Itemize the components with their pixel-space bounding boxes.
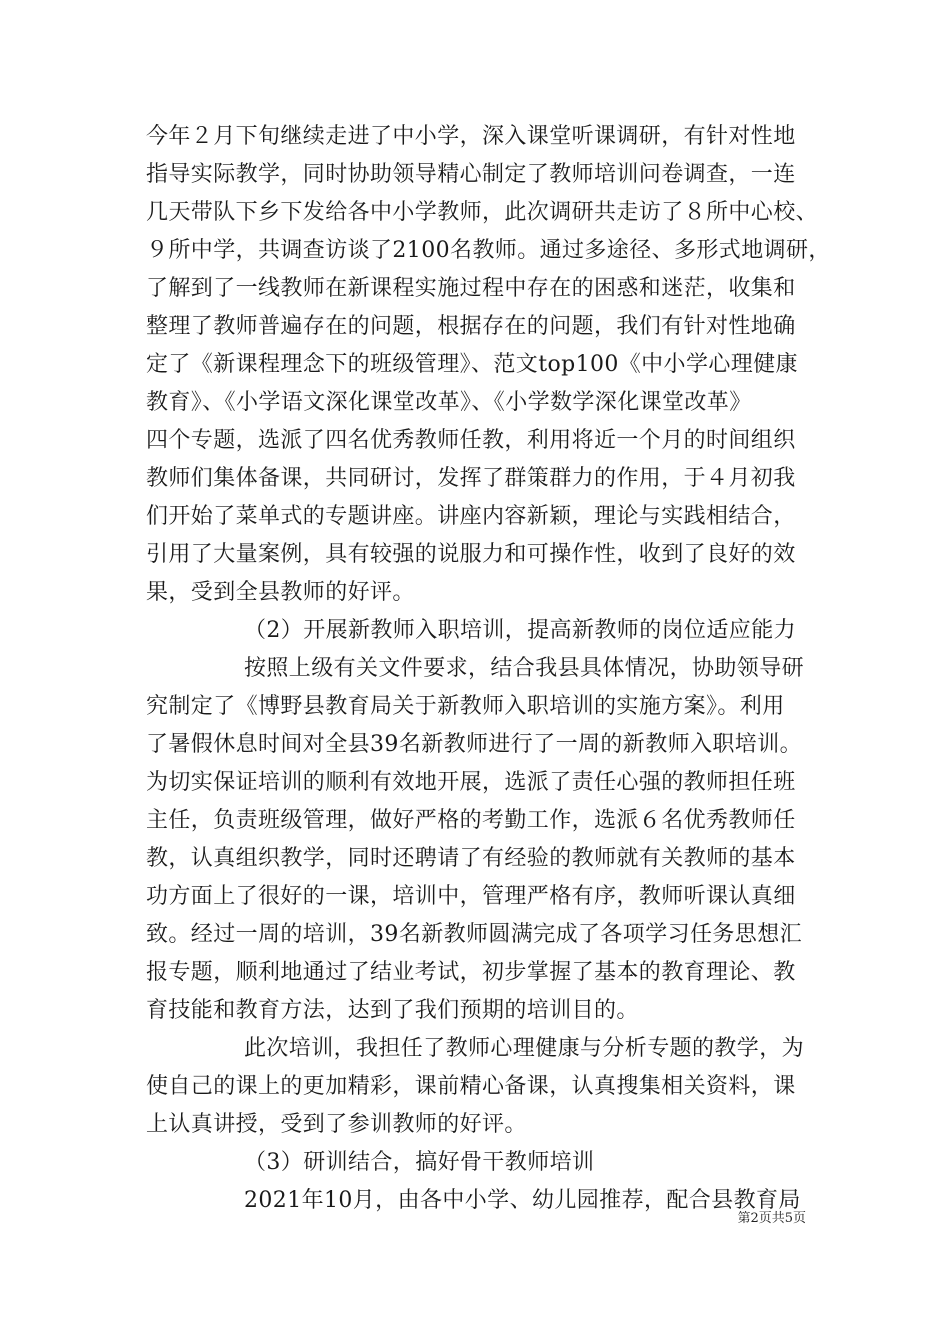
page-number-footer: 第2页共5页 xyxy=(737,1211,806,1226)
body-line: 果，受到全县教师的好评。 xyxy=(146,580,415,605)
body-line: 了暑假休息时间对全县39名新教师进行了一周的新教师入职培训。 xyxy=(146,732,802,757)
body-line: 定了《新课程理念下的班级管理》、范文top100《中小学心理健康 xyxy=(146,352,798,377)
section-heading: （2）开展新教师入职培训，提高新教师的岗位适应能力 xyxy=(244,618,796,643)
body-line: 引用了大量案例，具有较强的说服力和可操作性，收到了良好的效 xyxy=(146,542,796,567)
body-line: 教师们集体备课，共同研讨，发挥了群策群力的作用，于４月初我 xyxy=(146,466,796,491)
body-line: 上认真讲授，受到了参训教师的好评。 xyxy=(146,1112,527,1137)
body-line: 致。经过一周的培训，39名新教师圆满完成了各项学习任务思想汇 xyxy=(146,922,802,947)
section-heading: （3）研训结合，搞好骨干教师培训 xyxy=(244,1150,595,1175)
paragraph-first-line: 此次培训，我担任了教师心理健康与分析专题的教学，为 xyxy=(244,1036,805,1061)
body-line: 整理了教师普遍存在的问题，根据存在的问题，我们有针对性地确 xyxy=(146,314,796,339)
body-line: ９所中学，共调查访谈了2100名教师。通过多途径、多形式地调研， xyxy=(146,238,831,263)
body-line: 究制定了《博野县教育局关于新教师入职培训的实施方案》。利用 xyxy=(146,694,785,719)
body-line: 教育》、《小学语文深化课堂改革》、《小学数学深化课堂改革》 xyxy=(146,390,752,415)
body-line: 育技能和教育方法，达到了我们预期的培训目的。 xyxy=(146,998,639,1023)
body-line: 几天带队下乡下发给各中小学教师，此次调研共走访了８所中心校、 xyxy=(146,200,819,225)
body-line: 今年２月下旬继续走进了中小学，深入课堂听课调研，有针对性地 xyxy=(146,124,796,149)
body-line: 四个专题，选派了四名优秀教师任教，利用将近一个月的时间组织 xyxy=(146,428,796,453)
body-line: 教，认真组织教学，同时还聘请了有经验的教师就有关教师的基本 xyxy=(146,846,796,871)
paragraph-first-line: 2021年10月，由各中小学、幼儿园推荐，配合县教育局 xyxy=(244,1188,801,1213)
body-line: 们开始了菜单式的专题讲座。讲座内容新颖，理论与实践相结合， xyxy=(146,504,796,529)
body-line: 为切实保证培训的顺利有效地开展，选派了责任心强的教师担任班 xyxy=(146,770,796,795)
body-line: 主任，负责班级管理，做好严格的考勤工作，选派６名优秀教师任 xyxy=(146,808,796,833)
body-line: 报专题，顺利地通过了结业考试，初步掌握了基本的教育理论、教 xyxy=(146,960,796,985)
body-line: 使自己的课上的更加精彩，课前精心备课，认真搜集相关资料，课 xyxy=(146,1074,796,1099)
body-line: 功方面上了很好的一课，培训中，管理严格有序，教师听课认真细 xyxy=(146,884,796,909)
body-line: 了解到了一线教师在新课程实施过程中存在的困惑和迷茫，收集和 xyxy=(146,276,796,301)
body-line: 指导实际教学，同时协助领导精心制定了教师培训问卷调查，一连 xyxy=(146,162,796,187)
paragraph-first-line: 按照上级有关文件要求，结合我县具体情况，协助领导研 xyxy=(244,656,805,681)
